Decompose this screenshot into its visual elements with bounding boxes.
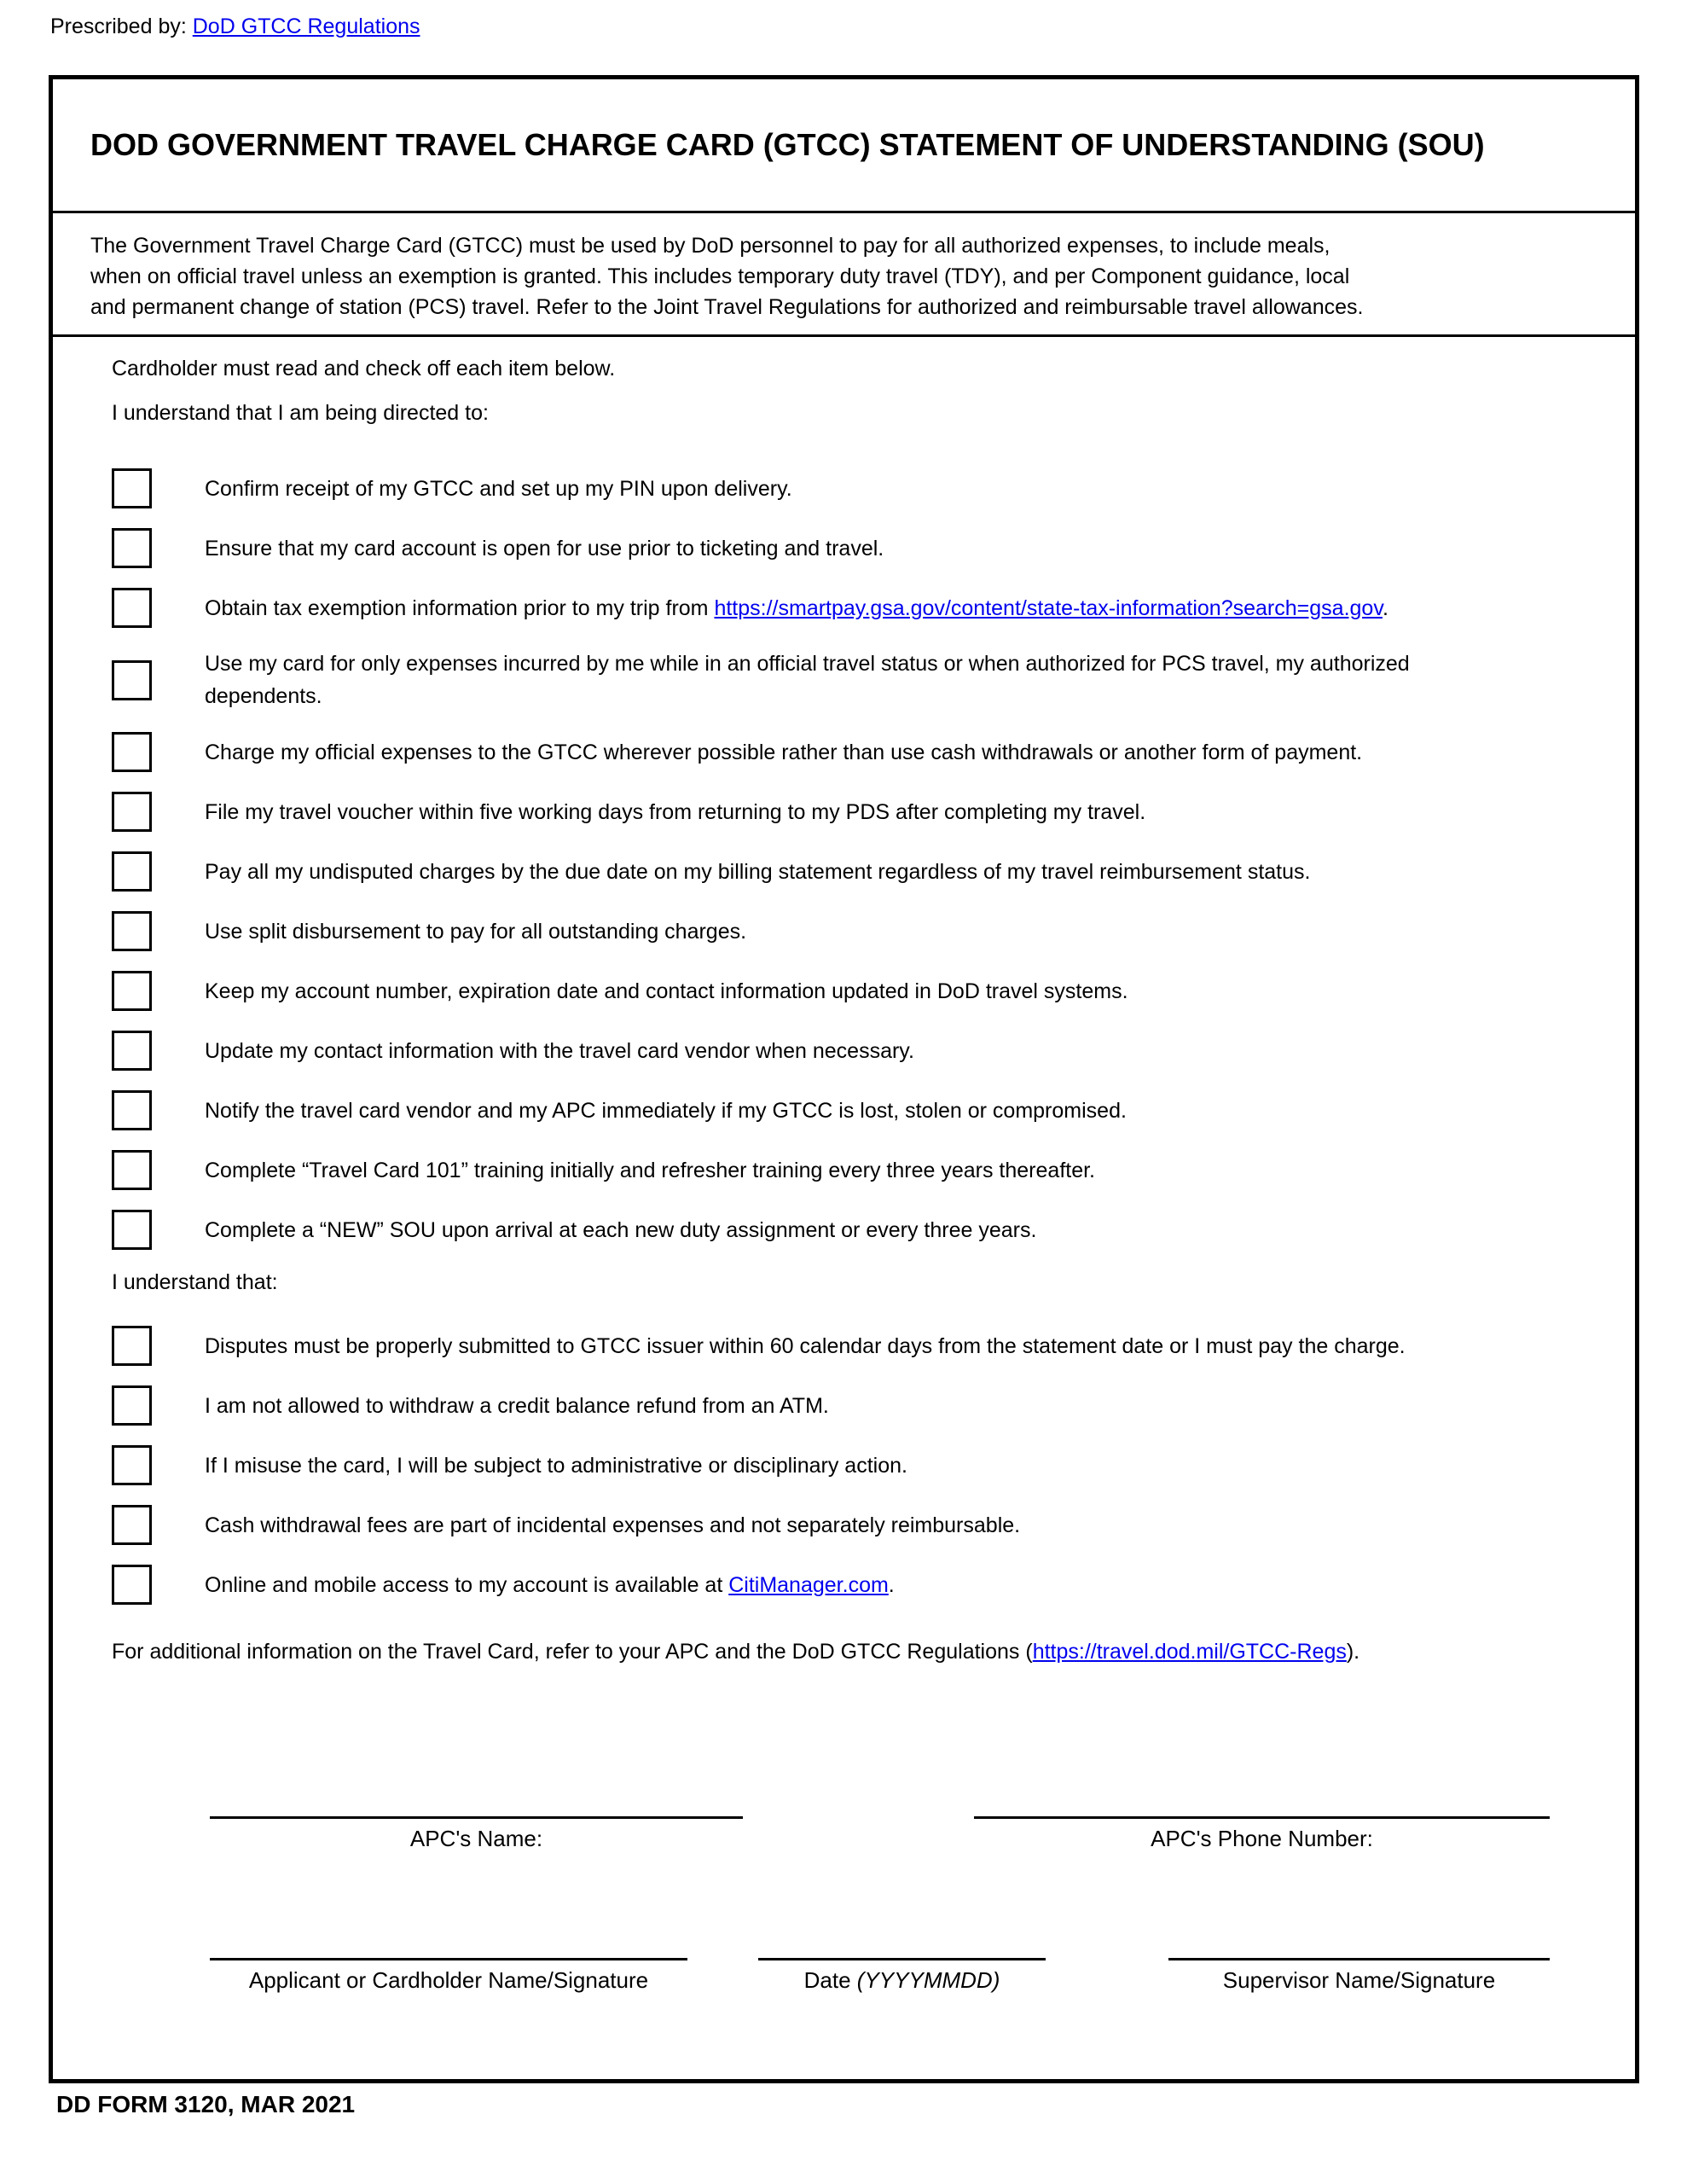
gtcc-regulations-link[interactable]: DoD GTCC Regulations — [192, 15, 420, 38]
checkbox[interactable] — [112, 1090, 152, 1130]
additional-info-note: For additional information on the Travel Card, refer to your APC and the DoD GTCC Regulations (https://travel.dod.mil/GTCC-Regs). — [112, 1640, 1360, 1664]
smartpay-link[interactable]: https://smartpay.gsa.gov/content/state-tax-information?search=gsa.gov — [714, 595, 1383, 620]
section1-heading: I understand that I am being directed to: — [112, 401, 489, 425]
checklist-item — [112, 1565, 1618, 1605]
checklist-item-label: Obtain tax exemption information prior to my trip from https://smartpay.gsa.gov/content/state-tax-information?search=gsa.gov. — [205, 595, 1388, 620]
checklist-item — [112, 528, 1618, 568]
checklist-item-label: Pay all my undisputed charges by the due date on my billing statement regardless of my travel reimbursement status. — [205, 859, 1311, 884]
supervisor-signature-line[interactable] — [1168, 1958, 1550, 1993]
checkbox[interactable] — [112, 528, 152, 568]
intro-section — [53, 213, 1635, 337]
checklist-item — [112, 1326, 1618, 1366]
checklist-item-label: I am not allowed to withdraw a credit balance refund from an ATM. — [205, 1393, 829, 1418]
checklist-item — [112, 851, 1618, 892]
checkbox[interactable] — [112, 851, 152, 892]
title-section — [53, 79, 1635, 213]
checklist-item-label: File my travel voucher within five working days from returning to my PDS after completing my travel. — [205, 799, 1146, 824]
checklist-instruction: Cardholder must read and check off each item below. — [112, 357, 616, 380]
checkbox[interactable] — [112, 1385, 152, 1426]
apc-phone-label: APC's Phone Number: — [1151, 1826, 1373, 1851]
checkbox[interactable] — [112, 732, 152, 772]
date-label: Date (YYYYMMDD) — [803, 1967, 1000, 1993]
checklist-item — [112, 792, 1618, 832]
checklist-item-label: Use my card for only expenses incurred by me while in an official travel status or when authorized for PCS travel, my authorized dependents. — [205, 652, 1410, 708]
checkbox[interactable] — [112, 1150, 152, 1190]
applicant-label: Applicant or Cardholder Name/Signature — [248, 1967, 649, 1993]
checklist-item — [112, 1031, 1618, 1071]
gtcc-regs-link[interactable]: https://travel.dod.mil/GTCC-Regs — [1032, 1640, 1347, 1664]
citimanager-link[interactable]: CitiManager.com — [728, 1572, 889, 1597]
checkbox[interactable] — [112, 911, 152, 951]
checklist-item — [112, 1090, 1618, 1130]
checklist-item — [112, 468, 1618, 508]
checkbox[interactable] — [112, 1505, 152, 1545]
applicant-signature-line[interactable] — [210, 1958, 687, 1993]
checklist-item-label: Disputes must be properly submitted to GTCC issuer within 60 calendar days from the statement date or I must pay the charge. — [205, 1333, 1406, 1358]
date-signature-line[interactable] — [758, 1958, 1046, 1993]
checkbox[interactable] — [112, 660, 152, 700]
checklist-item — [112, 971, 1618, 1011]
intro-line: The Government Travel Charge Card (GTCC) must be used by DoD personnel to pay for all authorized expenses, to include meals, — [90, 234, 1330, 258]
apc-phone-signature-line[interactable] — [974, 1816, 1550, 1851]
checklist-item-label: Online and mobile access to my account is available at CitiManager.com. — [205, 1572, 895, 1597]
checklist-item — [112, 1505, 1618, 1545]
checklist-item — [112, 1445, 1618, 1485]
checkbox[interactable] — [112, 588, 152, 628]
checklist-item-label: Cash withdrawal fees are part of incidental expenses and not separately reimbursable. — [205, 1513, 1021, 1537]
checklist-item-label: Complete “Travel Card 101” training initially and refresher training every three years thereafter. — [205, 1158, 1096, 1182]
checklist-item — [112, 1385, 1618, 1426]
checklist-item — [112, 1210, 1618, 1250]
checkbox[interactable] — [112, 971, 152, 1011]
checkbox[interactable] — [112, 468, 152, 508]
intro-line: and permanent change of station (PCS) travel. Refer to the Joint Travel Regulations for authorized and reimbursable travel allowances. — [90, 295, 1364, 319]
checkbox[interactable] — [112, 1031, 152, 1071]
form-title: DOD GOVERNMENT TRAVEL CHARGE CARD (GTCC) STATEMENT OF UNDERSTANDING (SOU) — [90, 127, 1485, 162]
checklist-item-label: Complete a “NEW” SOU upon arrival at each new duty assignment or every three years. — [205, 1217, 1037, 1242]
form-number: DD FORM 3120, MAR 2021 — [56, 2091, 356, 2117]
intro-line: when on official travel unless an exemption is granted. This includes temporary duty travel (TDY), and per Component guidance, local — [90, 264, 1350, 288]
prescribed-by-label: Prescribed by: — [50, 15, 187, 38]
section2-heading: I understand that: — [112, 1270, 278, 1294]
form-box — [49, 75, 1639, 2083]
checklist-section — [53, 337, 1635, 1664]
supervisor-label: Supervisor Name/Signature — [1222, 1967, 1496, 1993]
checklist-item — [112, 588, 1618, 628]
checkbox[interactable] — [112, 1565, 152, 1605]
checklist-item — [112, 911, 1618, 951]
checkbox[interactable] — [112, 1445, 152, 1485]
checklist-item-label: Use split disbursement to pay for all outstanding charges. — [205, 919, 747, 944]
checklist-item — [112, 732, 1618, 772]
checkbox[interactable] — [112, 1210, 152, 1250]
prescribed-by — [50, 14, 1687, 39]
apc-name-label: APC's Name: — [409, 1826, 543, 1851]
checklist-item-label: Keep my account number, expiration date and contact information updated in DoD travel systems. — [205, 979, 1128, 1003]
checklist-item-label: Update my contact information with the travel card vendor when necessary. — [205, 1038, 914, 1063]
checklist-item-label: Confirm receipt of my GTCC and set up my PIN upon delivery. — [205, 476, 792, 501]
checklist-item — [112, 1150, 1618, 1190]
checkbox[interactable] — [112, 1326, 152, 1366]
checklist-item-label: Ensure that my card account is open for use prior to ticketing and travel. — [205, 536, 884, 561]
apc-name-signature-line[interactable] — [210, 1816, 743, 1851]
checklist-item-label: Charge my official expenses to the GTCC wherever possible rather than use cash withdrawals or another form of payment. — [205, 740, 1363, 764]
checkbox[interactable] — [112, 792, 152, 832]
checklist-item — [112, 648, 1618, 712]
checklist-item-label: Notify the travel card vendor and my APC immediately if my GTCC is lost, stolen or compromised. — [205, 1098, 1127, 1123]
checklist-item-label: If I misuse the card, I will be subject to administrative or disciplinary action. — [205, 1453, 907, 1478]
date-format: (YYYYMMDD) — [856, 1967, 1000, 1993]
